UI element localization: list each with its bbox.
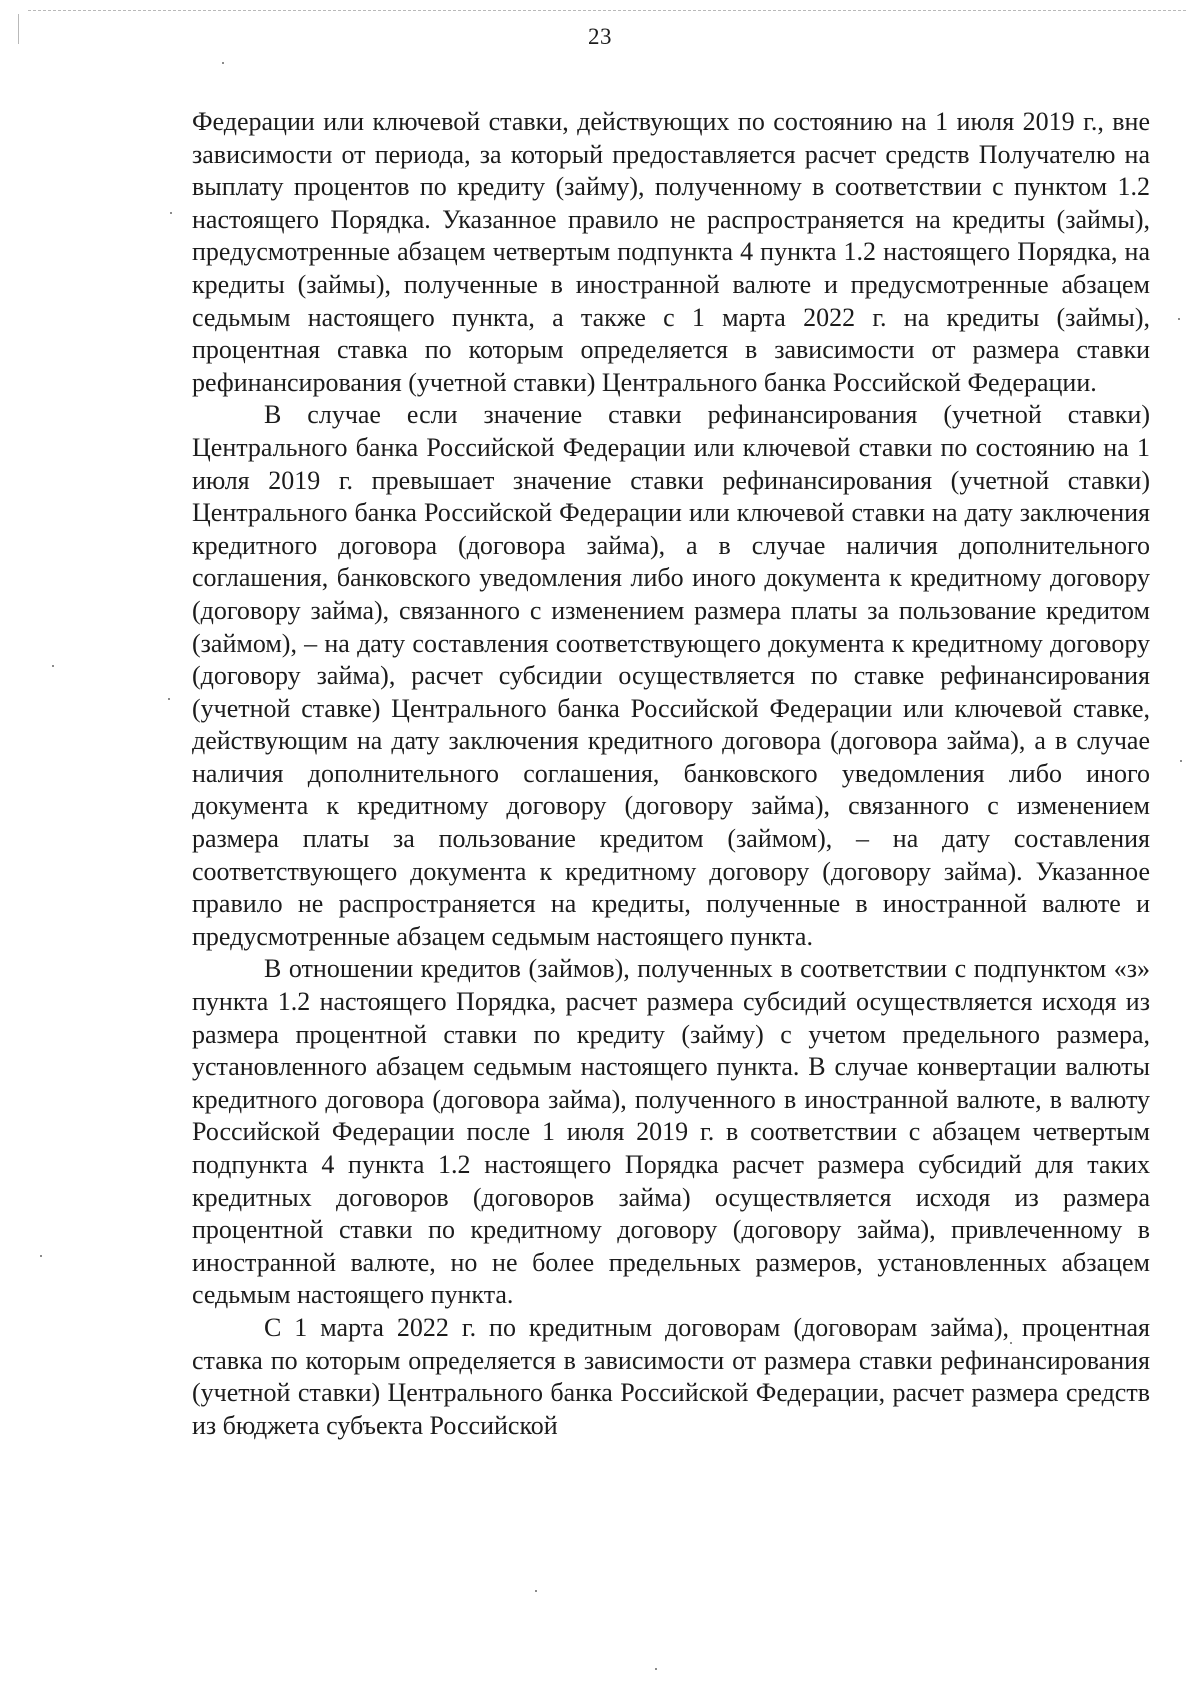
- scan-speck: [222, 62, 224, 64]
- scan-speck: [655, 1668, 657, 1670]
- document-body: [192, 106, 1150, 1442]
- paragraph-march-2022: С 1 марта 2022 г. по кредитным договорам (договорам займа), процентная ставка по которым определяется в зависимости от размера ставки рефинансирования (учетной ставки) Центрального банка Российской Федерации, расчет размера средств из бюджета субъекта Российской: [192, 1312, 1150, 1440]
- scan-speck: [1010, 1342, 1012, 1344]
- paragraph-foreign-currency-loans: В отношении кредитов (займов), полученных в соответствии с подпунктом «з» пункта 1.2 настоящего Порядка, расчет размера субсидий осуществляется исходя из размера процентной ставки по кредиту (займу) с учетом предельного размера, установленного абзацем седьмым настоящего пункта. В случае конвертации валюты кредитного договора (договора займа), полученного в иностранной валюте, в валюту Российской Федерации после 1 июля 2019 г. в соответствии с абзацем четвертым подпункта 4 пункта 1.2 настоящего Порядка расчет размера субсидий для таких кредитных договоров (договоров займа) осуществляется исходя из размера процентной ставки по кредитному договору (договору займа), привлеченному в иностранной валюте, но не более предельных размеров, установленных абзацем седьмым настоящего пункта.: [192, 954, 1150, 1310]
- scan-speck: [168, 698, 170, 700]
- paragraph-refinancing-rate: В случае если значение ставки рефинансирования (учетной ставки) Центрального банка Российской Федерации или ключевой ставки по состоянию на 1 июля 2019 г. превышает значение ставки рефинансирования (учетной ставки) Центрального банка Российской Федерации или ключевой ставки на дату заключения кредитного договора (договора займа), а в случае наличия дополнительного соглашения, банковского уведомления либо иного документа к кредитному договору (договору займа), связанного с изменением размера платы за пользование кредитом (займом), – на дату составления соответствующего документа к кредитному договору (договору займа), расчет субсидии осуществляется по ставке рефинансирования (учетной ставке) Центрального банка Российской Федерации или ключевой ставке, действующим на дату заключения кредитного договора (договора займа), а в случае наличия дополнительного соглашения, банковского уведомления либо иного документа к кредитному договору (договору займа), связанного с изменением размера платы за пользование кредитом (займом), – на дату составления соответствующего документа к кредитному договору (договору займа). Указанное правило не распространяется на кредиты, полученные в иностранной валюте и предусмотренные абзацем седьмым настоящего пункта.: [192, 400, 1150, 951]
- scan-speck: [1178, 318, 1180, 320]
- page-number: 23: [588, 24, 612, 49]
- scan-speck: [170, 212, 172, 214]
- scan-speck: [535, 1590, 537, 1592]
- scan-speck: [40, 1255, 42, 1257]
- scan-speck: [1180, 760, 1182, 762]
- scan-speck: [52, 665, 54, 667]
- scan-edge-top: [28, 10, 1186, 11]
- paragraph-continuation: Федерации или ключевой ставки, действующих по состоянию на 1 июля 2019 г., вне зависимости от периода, за который предоставляется расчет средств Получателю на выплату процентов по кредиту (займу), полученному в соответствии с пунктом 1.2 настоящего Порядка. Указанное правило не распространяется на кредиты (займы), предусмотренные абзацем четвертым подпункта 4 пункта 1.2 настоящего Порядка, на кредиты (займы), полученные в иностранной валюте и предусмотренные абзацем седьмым настоящего пункта, а также с 1 марта 2022 г. на кредиты (займы), процентная ставка по которым определяется в зависимости от размера ставки рефинансирования (учетной ставки) Центрального банка Российской Федерации.: [192, 107, 1150, 397]
